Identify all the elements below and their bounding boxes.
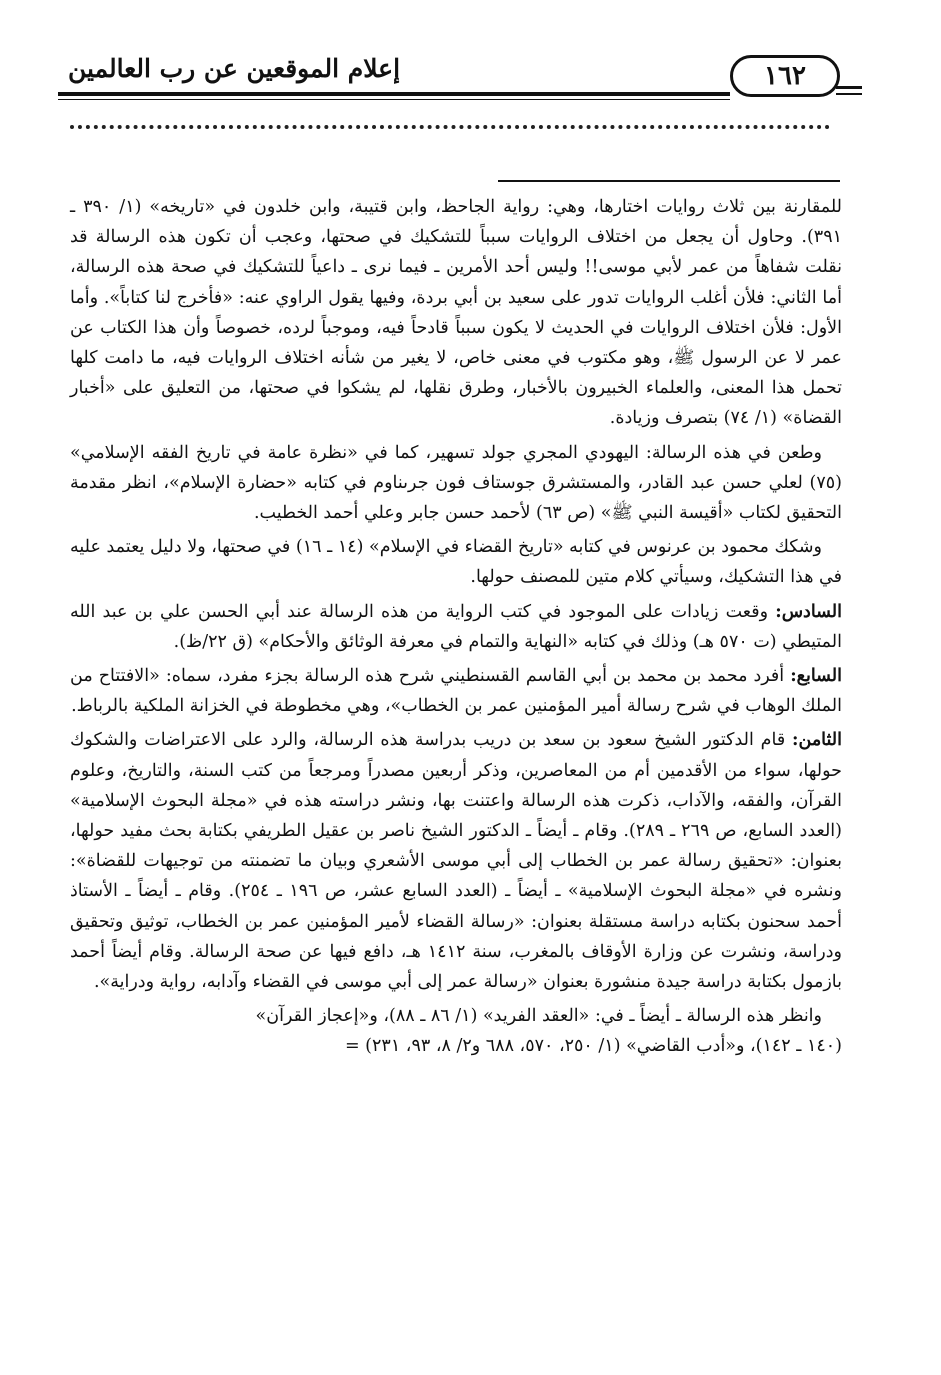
footnote-paragraph-6 — [70, 725, 842, 997]
item-label-sixth: السادس: — [775, 601, 842, 622]
footnote-paragraph-7 — [70, 1001, 842, 1061]
header-rule-thick — [58, 92, 730, 96]
book-title: إعلام الموقعين عن رب العالمين — [68, 54, 401, 83]
footnote-paragraph-4 — [70, 597, 842, 657]
page-number: ١٦٢ — [730, 55, 840, 97]
footnote-paragraph-3: وشكك محمود بن عرنوس في كتابه «تاريخ القضاء في الإسلام» (١٤ ـ ١٦) في صحتها، ولا دليل يعتمد عليه في هذا التشكيك، وسيأتي كلام متين للمصنف حولها. — [70, 537, 842, 588]
item-label-seventh: السابع: — [790, 666, 842, 687]
header-rule-thin — [58, 99, 730, 100]
item-text-sixth: وقعت زيادات على الموجود في كتب الرواية من هذه الرسالة عند أبي الحسن علي بن عبد الله المتيطي (ت ٥٧٠ هـ) وذلك في كتابه «النهاية والتمام في معرفة الوثائق والأحكام» (ق ٢٢/ظ). — [70, 601, 842, 652]
header-rule-right-2 — [836, 93, 862, 95]
dotted-separator — [70, 125, 830, 133]
footnote-paragraph-2: وطعن في هذه الرسالة: اليهودي المجري جولد تسهير، كما في «نظرة عامة في تاريخ الفقه الإسلامي» (٧٥) لعلي حسن عبد القادر، والمستشرق جوستاف فون جرىناوم في كتابه «حضارة الإسلام»، انظر مقدمة التحقيق لكتاب «أقيسة النبي ﷺ» (ص ٦٣) لأحمد حسن جابر وعلي أحمد الخطيب. — [70, 442, 842, 524]
item-text-eighth: قام الدكتور الشيخ سعود بن سعد بن دريب بدراسة هذه الرسالة، والرد على الاعتراضات والشكوك حولها، سواء من الأقدمين أم من المعاصرين، وذكر أربعين مصدراً ومرجعاً من كتب السنة، والتاريخ، وعلوم القرآن، والفقه، والآداب، ذكرت هذه الرسالة واعتنت بها، ونشر دراسته هذه في «مجلة البحوث الإسلامية» (العدد السابع، ص ٢٦٩ ـ ٢٨٩). وقام ـ أيضاً ـ الدكتور الشيخ ناصر بن عقيل الطريفي بكتابة بحث مفيد حولها، بعنوان: «تحقيق رسالة عمر بن الخطاب إلى أبي موسى الأشعري وبيان ما تضمنته من توجيهات للقضاة»: ونشره في «مجلة البحوث الإسلامية» ـ أيضاً ـ (العدد السابع عشر، ص ١٩٦ ـ ٢٥٤). وقام ـ أيضاً ـ الأستاذ أحمد سحنون بكتابه دراسة مستقلة بعنوان: «رسالة القضاء لأمير المؤمنين عمر بن الخطاب، توثيق وتحقيق ودراسة، ونشرت عن وزارة الأوقاف بالمغرب، سنة ١٤١٢ هـ، دافع فيها عن صحة الرسالة. وقام أيضاً أحمد بازمول بكتابة دراسة جيدة منشورة بعنوان «رسالة عمر إلى أبي موسى في القضاء وآدابه، رواية ودراية». — [70, 730, 842, 993]
footnote-paragraph-1: للمقارنة بين ثلاث روايات اختارها، وهي: رواية الجاحظ، وابن قتيبة، وابن خلدون في «تاريخه» (١/ ٣٩٠ ـ ٣٩١). وحاول أن يجعل من اختلاف الروايات سبباً للتشكيك في صحتها، وعجب أن تكون هذه الرسالة قد نقلت شفاهاً من عمر لأبي موسى!! وليس أحد الأمرين ـ فيما نرى ـ داعياً للتشكيك في صحة هذه الرسالة، أما الثاني: فلأن أغلب الروايات تدور على سعيد بن أبي بردة، وفيها يقول الراوي عنه: «فأخرج لنا كتاباً». وأما الأول: فلأن اختلاف الروايات في الحديث لا يكون سبباً قادحاً فيه، وموجباً لرده، خصوصاً وأن هذا الكتاب عن عمر لا عن الرسول ﷺ، وهو مكتوب في معنى خاص، لا يغير من شأنه اختلاف الروايات فيه، ما دامت كلها تحمل هذا المعنى، والعلماء الخبيرون بالأخبار، وطرق نقلها، لم يشكوا في صحتها، من التعليق على «أخبار القضاة» (١/ ٧٤) بتصرف وزيادة. — [70, 197, 842, 429]
footnote-last-line: (١٤٠ ـ ١٤٢)، و«أدب القاضي» (١/ ٢٥٠، ٥٧٠، ٦٨٨ و٢/ ٨، ٩٣، ٢٣١) = — [344, 1036, 842, 1057]
footnote-rule — [498, 180, 840, 182]
item-text-seventh: أفرد محمد بن محمد بن أبي القاسم القسنطيني شرح هذه الرسالة بجزء مفرد، سماه: «الافتتاح من الملك الوهاب في شرح رسالة أمير المؤمنين عمر بن الخطاب»، وهي مخطوطة في الخزانة الملكية بالرباط. — [70, 666, 842, 717]
header-rule-right — [836, 86, 862, 89]
item-label-eighth: الثامن: — [792, 730, 842, 751]
footnote-body — [70, 192, 842, 1062]
footnote-paragraph-5 — [70, 661, 842, 721]
page-header — [58, 44, 848, 104]
item-text-see-also: وانظر هذه الرسالة ـ أيضاً ـ في: «العقد الفريد» (١/ ٨٦ ـ ٨٨)، و«إعجاز القرآن» — [255, 1006, 822, 1027]
